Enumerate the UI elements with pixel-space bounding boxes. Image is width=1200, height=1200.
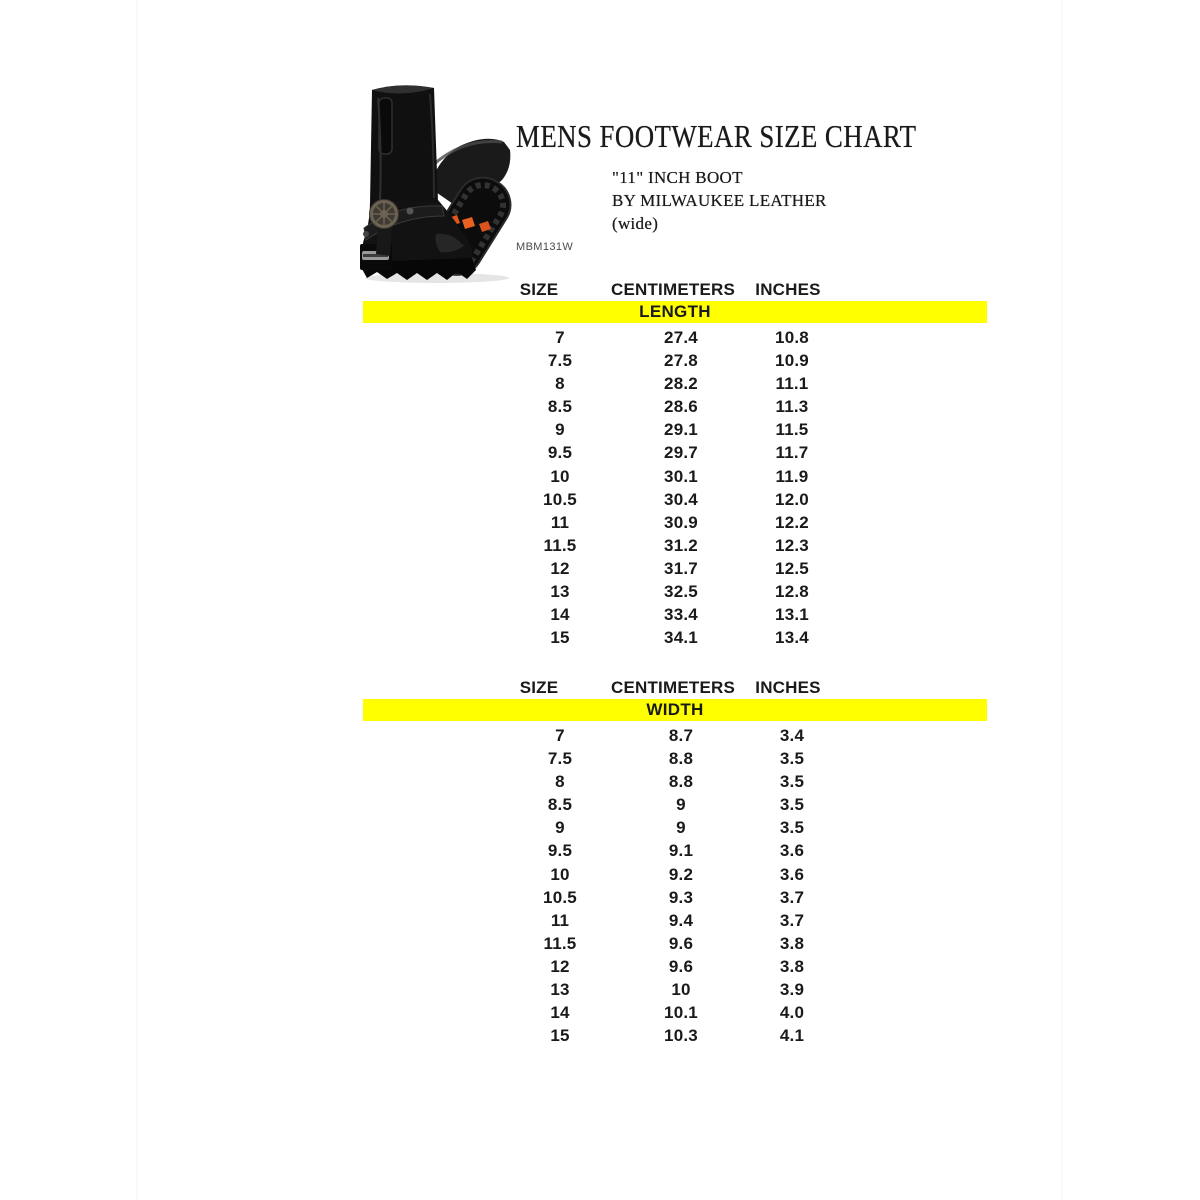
table-header-row <box>363 676 987 699</box>
centimeters-cell: 31.7 <box>664 558 698 578</box>
inches-cell: 4.0 <box>779 1003 805 1023</box>
inches-cell: 11.3 <box>775 397 809 417</box>
table-row <box>363 747 987 770</box>
centimeters-cell: 30.1 <box>664 466 698 486</box>
size-cell: 10.5 <box>543 887 577 907</box>
centimeters-cell: 28.2 <box>664 374 698 394</box>
inches-cell: 13.1 <box>775 605 809 625</box>
boot-product-photo-icon <box>352 76 512 286</box>
size-cell: 7 <box>555 328 565 347</box>
table-row <box>363 534 987 557</box>
table-row <box>363 978 987 1001</box>
product-subtitle <box>612 166 827 235</box>
centimeters-cell: 9 <box>676 795 686 815</box>
centimeters-cell: 10.1 <box>664 1003 698 1023</box>
centimeters-cell: 30.9 <box>664 512 698 532</box>
subtitle-line-brand: BY MILWAUKEE LEATHER <box>612 191 827 210</box>
inches-cell: 12.8 <box>775 582 809 602</box>
centimeters-cell: 9.6 <box>668 933 694 953</box>
size-cell: 7.5 <box>547 351 573 371</box>
size-cell: 11.5 <box>543 535 577 555</box>
inches-cell: 11.5 <box>775 420 809 440</box>
column-header-size: SIZE <box>519 678 559 697</box>
size-cell: 9 <box>555 818 565 838</box>
table-row <box>363 770 987 793</box>
table-row <box>363 724 987 747</box>
table-row <box>363 326 987 349</box>
size-cell: 8.5 <box>547 397 573 417</box>
table-row <box>363 839 987 862</box>
size-cell: 7.5 <box>547 749 573 769</box>
table-row <box>363 465 987 488</box>
centimeters-cell: 9.3 <box>668 887 694 907</box>
inches-cell: 3.5 <box>779 772 805 792</box>
inches-cell: 3.7 <box>779 887 805 907</box>
table-row <box>363 932 987 955</box>
column-header-centimeters: CENTIMETERS <box>610 678 736 697</box>
column-header-inches: INCHES <box>755 678 821 697</box>
inches-cell: 11.1 <box>775 374 809 394</box>
centimeters-cell: 29.7 <box>664 443 698 463</box>
size-cell: 9.5 <box>547 443 573 463</box>
subtitle-line-fit: (wide) <box>612 214 659 233</box>
inches-cell: 3.8 <box>779 956 805 976</box>
width-table <box>363 676 987 1047</box>
inches-cell: 12.2 <box>775 512 809 532</box>
table-row <box>363 580 987 603</box>
banner-label: WIDTH <box>646 700 704 719</box>
table-row <box>363 349 987 372</box>
inches-cell: 4.1 <box>779 1026 805 1046</box>
size-cell: 12 <box>550 558 570 578</box>
inches-cell: 13.4 <box>775 628 809 648</box>
inches-cell: 10.9 <box>775 351 809 371</box>
column-header-centimeters: CENTIMETERS <box>610 280 736 299</box>
size-cell: 15 <box>550 628 570 648</box>
size-cell: 11.5 <box>543 933 577 953</box>
centimeters-cell: 34.1 <box>664 628 698 648</box>
table-row <box>363 395 987 418</box>
size-cell: 14 <box>550 1003 570 1023</box>
table-row <box>363 793 987 816</box>
inches-cell: 10.8 <box>775 328 809 347</box>
width-banner <box>363 699 987 721</box>
size-cell: 15 <box>550 1026 570 1046</box>
centimeters-cell: 31.2 <box>664 535 698 555</box>
inches-cell: 3.8 <box>779 933 805 953</box>
table-row <box>363 441 987 464</box>
table-row <box>363 511 987 534</box>
length-rows <box>363 326 987 649</box>
centimeters-cell: 9.4 <box>668 910 694 930</box>
table-row <box>363 557 987 580</box>
size-cell: 10 <box>550 864 570 884</box>
inches-cell: 3.5 <box>779 749 805 769</box>
inches-cell: 3.6 <box>779 841 805 861</box>
size-cell: 10.5 <box>543 489 577 509</box>
inches-cell: 11.9 <box>775 466 809 486</box>
centimeters-cell: 9.6 <box>668 956 694 976</box>
table-row <box>363 603 987 626</box>
size-cell: 14 <box>550 605 570 625</box>
table-row <box>363 1024 987 1047</box>
centimeters-cell: 10 <box>671 980 691 1000</box>
table-row <box>363 816 987 839</box>
size-cell: 8 <box>555 374 565 394</box>
inches-cell: 3.7 <box>779 910 805 930</box>
size-cell: 9.5 <box>547 841 573 861</box>
table-row <box>363 863 987 886</box>
banner-label: LENGTH <box>639 302 711 321</box>
table-row <box>363 626 987 649</box>
inches-cell: 3.6 <box>779 864 805 884</box>
page-edge-line <box>1061 0 1063 1200</box>
size-cell: 11 <box>550 910 570 930</box>
inches-cell: 12.5 <box>775 558 809 578</box>
inches-cell: 12.0 <box>775 489 809 509</box>
size-cell: 8.5 <box>547 795 573 815</box>
centimeters-cell: 9.1 <box>668 841 694 861</box>
page-edge-line <box>136 0 138 1200</box>
size-cell: 12 <box>550 956 570 976</box>
size-cell: 10 <box>550 466 570 486</box>
inches-cell: 11.7 <box>775 443 809 463</box>
inches-cell: 12.3 <box>775 535 809 555</box>
page-title: MENS FOOTWEAR SIZE CHART <box>516 118 917 154</box>
column-header-inches: INCHES <box>755 280 821 299</box>
centimeters-cell: 8.7 <box>668 726 694 745</box>
product-code: MBM131W <box>516 241 574 253</box>
centimeters-cell: 10.3 <box>664 1026 698 1046</box>
subtitle-line-boot-height: "11" INCH BOOT <box>612 168 743 187</box>
size-cell: 7 <box>555 726 565 745</box>
centimeters-cell: 27.4 <box>664 328 698 347</box>
centimeters-cell: 27.8 <box>664 351 698 371</box>
inches-cell: 3.9 <box>779 980 805 1000</box>
inches-cell: 3.4 <box>779 726 805 745</box>
table-row <box>363 955 987 978</box>
size-cell: 9 <box>555 420 565 440</box>
size-cell: 11 <box>550 512 570 532</box>
table-header-row <box>363 278 987 301</box>
centimeters-cell: 32.5 <box>664 582 698 602</box>
table-row <box>363 886 987 909</box>
column-header-size: SIZE <box>519 280 559 299</box>
table-row <box>363 418 987 441</box>
inches-cell: 3.5 <box>779 818 805 838</box>
centimeters-cell: 28.6 <box>664 397 698 417</box>
centimeters-cell: 8.8 <box>668 749 694 769</box>
centimeters-cell: 30.4 <box>664 489 698 509</box>
centimeters-cell: 33.4 <box>664 605 698 625</box>
centimeters-cell: 29.1 <box>664 420 698 440</box>
table-row <box>363 909 987 932</box>
table-row <box>363 372 987 395</box>
table-row <box>363 488 987 511</box>
centimeters-cell: 9 <box>676 818 686 838</box>
length-banner <box>363 301 987 323</box>
table-row <box>363 1001 987 1024</box>
width-rows <box>363 724 987 1047</box>
size-cell: 13 <box>550 980 570 1000</box>
size-cell: 8 <box>555 772 565 792</box>
size-cell: 13 <box>550 582 570 602</box>
length-table <box>363 278 987 649</box>
inches-cell: 3.5 <box>779 795 805 815</box>
centimeters-cell: 8.8 <box>668 772 694 792</box>
centimeters-cell: 9.2 <box>668 864 694 884</box>
